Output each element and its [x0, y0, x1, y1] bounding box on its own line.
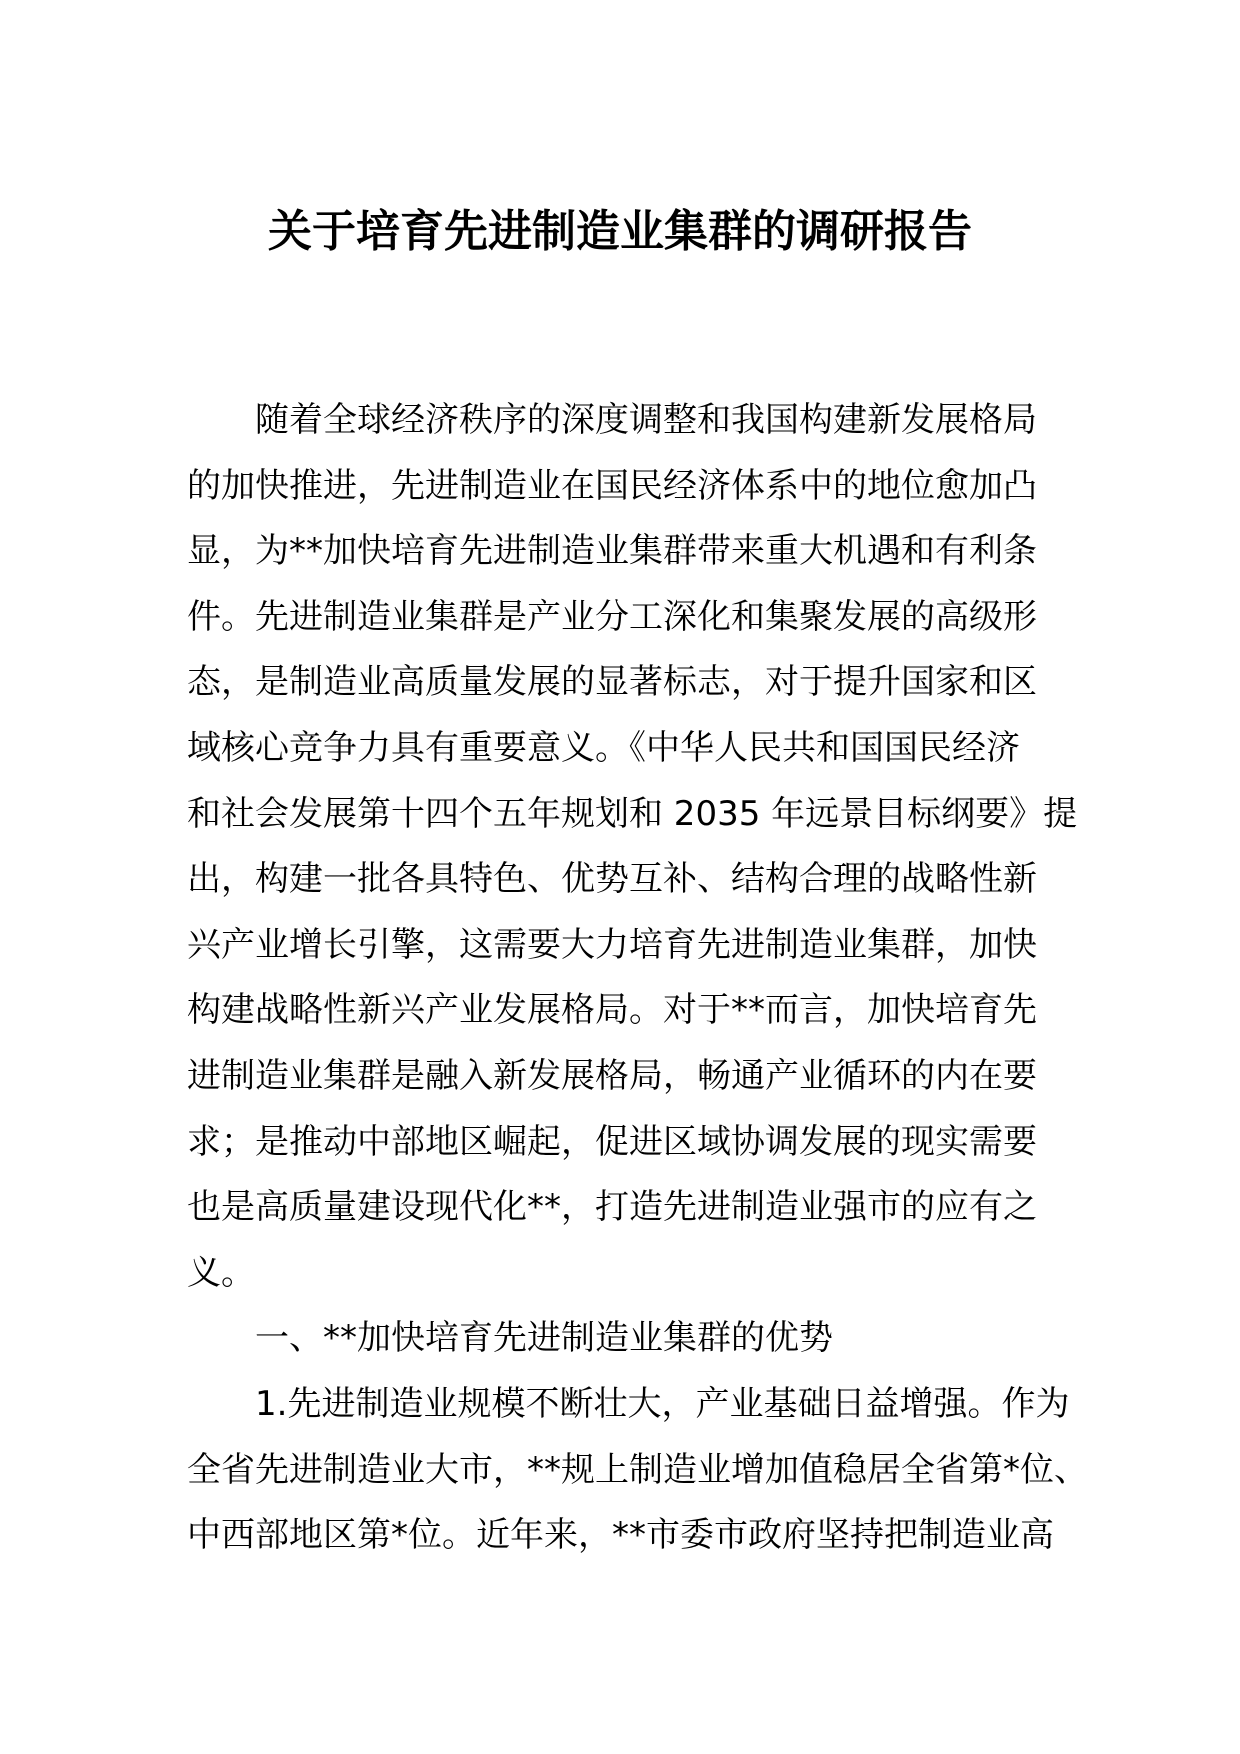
document-title: 关于培育先进制造业集群的调研报告: [268, 206, 972, 257]
paragraph-line: 中西部地区第*位。近年来，**市委市政府坚持把制造业高: [187, 1515, 1054, 1556]
paragraph-line: 1.先进制造业规模不断壮大，产业基础日益增强。作为: [255, 1383, 1070, 1424]
paragraph-line: 兴产业增长引擎，这需要大力培育先进制造业集群，加快: [187, 924, 1037, 965]
paragraph-line: 和社会发展第十四个五年规划和 2035 年远景目标纲要》提: [187, 793, 1078, 834]
paragraph-line: 出，构建一批各具特色、优势互补、结构合理的战略性新: [187, 859, 1037, 900]
paragraph-line: 进制造业集群是融入新发展格局，畅通产业循环的内在要: [187, 1055, 1037, 1096]
paragraph-line: 求；是推动中部地区崛起，促进区域协调发展的现实需要: [187, 1121, 1037, 1162]
paragraph-line: 随着全球经济秩序的深度调整和我国构建新发展格局: [255, 400, 1037, 440]
section-heading: 一、**加快培育先进制造业集群的优势: [255, 1318, 833, 1359]
paragraph-line: 的加快推进，先进制造业在国民经济体系中的地位愈加凸: [187, 465, 1037, 506]
paragraph-line: 显，为**加快培育先进制造业集群带来重大机遇和有利条: [187, 531, 1037, 572]
paragraph-line: 件。先进制造业集群是产业分工深化和集聚发展的高级形: [187, 596, 1037, 637]
paragraph-line: 义。: [187, 1252, 255, 1293]
paragraph-line: 构建战略性新兴产业发展格局。对于**而言，加快培育先: [187, 990, 1037, 1031]
paragraph-line: 域核心竞争力具有重要意义。《中华人民共和国国民经济: [187, 727, 1020, 768]
paragraph-line: 全省先进制造业大市，**规上制造业增加值稳居全省第*位、: [187, 1449, 1088, 1490]
document-body: [187, 388, 1088, 1569]
paragraph-line: 态，是制造业高质量发展的显著标志，对于提升国家和区: [187, 662, 1037, 703]
paragraph-line: 也是高质量建设现代化**，打造先进制造业强市的应有之: [187, 1187, 1037, 1228]
